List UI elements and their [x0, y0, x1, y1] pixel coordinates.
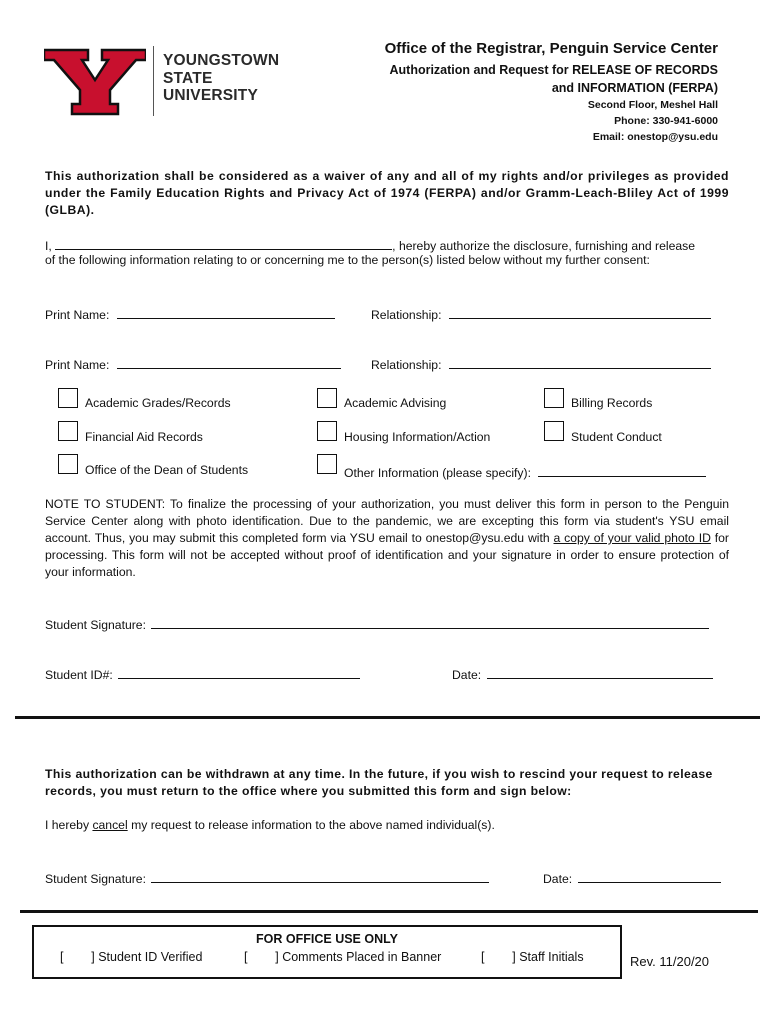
- rescind-date-label: Date:: [543, 872, 573, 886]
- rescind-signature-label: Student Signature:: [45, 872, 146, 886]
- person-1-name-field[interactable]: [117, 305, 335, 319]
- authorize-line: [45, 236, 695, 253]
- student-name-field[interactable]: [55, 236, 392, 250]
- authorize-line-2: of the following information relating to or concerning me to the person(s) listed below without my further consent:: [45, 253, 650, 267]
- office-use-title: FOR OFFICE USE ONLY: [256, 932, 398, 946]
- logo-line-1: YOUNGSTOWN: [163, 52, 280, 69]
- authorize-suffix: , hereby authorize the disclosure, furnishing and release: [392, 239, 696, 253]
- ysu-logo-y: [44, 46, 146, 116]
- note-text-2: for processing. This form will not be accepted without proof of identification and your signature in order to ensure protection of your information.: [45, 531, 729, 579]
- section-divider: [15, 716, 760, 719]
- person-2-relationship-row: [371, 355, 711, 372]
- cancel-suffix: my request to release information to the above named individual(s).: [131, 818, 495, 832]
- student-id-verified-check[interactable]: [ ] Student ID Verified: [60, 950, 203, 964]
- other-information-checkbox[interactable]: [317, 454, 337, 474]
- office-divider: [20, 910, 758, 913]
- date-field[interactable]: [487, 665, 713, 679]
- academic-grades-label: Academic Grades/Records: [85, 396, 231, 410]
- student-id-label: Student ID#:: [45, 668, 113, 682]
- photo-id-note: a copy of your valid photo ID: [553, 531, 711, 545]
- rescind-date-row: [543, 869, 721, 886]
- person-2-name-row: [45, 355, 341, 372]
- logo-divider: [153, 46, 154, 116]
- student-signature-label: Student Signature:: [45, 618, 146, 632]
- housing-checkbox[interactable]: [317, 421, 337, 441]
- person-1-name-row: [45, 305, 335, 322]
- office-email: Email: onestop@ysu.edu: [592, 131, 718, 143]
- student-signature-field[interactable]: [151, 615, 709, 629]
- print-name-label: Print Name:: [45, 308, 110, 322]
- rescind-signature-field[interactable]: [151, 869, 489, 883]
- note-text-1: NOTE TO STUDENT: To finalize the processing of your authorization, you must deliver this form in person to the Penguin Service Center along with photo identification. Due to the pandemic, we are excepting this form via student's YSU email account. Thus, you may submit this completed form via YSU email to onestop@ysu.edu with: [45, 497, 729, 545]
- person-1-relationship-field[interactable]: [449, 305, 711, 319]
- rescind-paragraph: This authorization can be withdrawn at any time. In the future, if you wish to rescind your request to release records, you must return to the office where you submitted this form and sign below:: [45, 767, 713, 798]
- billing-records-label: Billing Records: [571, 396, 653, 410]
- revision-date: Rev. 11/20/20: [630, 954, 710, 969]
- note-to-student: [45, 496, 729, 581]
- relationship-label: Relationship:: [371, 308, 442, 322]
- student-signature-row: [45, 615, 709, 632]
- person-2-name-field[interactable]: [117, 355, 341, 369]
- financial-aid-label: Financial Aid Records: [85, 430, 203, 444]
- student-id-row: [45, 665, 360, 682]
- cancel-statement: [45, 818, 495, 832]
- academic-grades-checkbox[interactable]: [58, 388, 78, 408]
- form-subtitle-line-2: and INFORMATION (FERPA): [551, 81, 718, 95]
- rescind-date-field[interactable]: [578, 869, 721, 883]
- other-information-row: [344, 463, 706, 480]
- cancel-prefix: I hereby: [45, 818, 90, 832]
- authorize-prefix: I,: [45, 239, 52, 253]
- form-subtitle: [390, 61, 719, 97]
- student-conduct-label: Student Conduct: [571, 430, 662, 444]
- academic-advising-label: Academic Advising: [344, 396, 447, 410]
- person-1-relationship-row: [371, 305, 711, 322]
- office-phone: Phone: 330-941-6000: [614, 115, 718, 127]
- date-label: Date:: [452, 668, 482, 682]
- relationship-label: Relationship:: [371, 358, 442, 372]
- comments-in-banner-check[interactable]: [ ] Comments Placed in Banner: [244, 950, 442, 964]
- dean-of-students-checkbox[interactable]: [58, 454, 78, 474]
- student-id-field[interactable]: [118, 665, 360, 679]
- form-subtitle-line-1: Authorization and Request for RELEASE OF RECORDS: [389, 63, 718, 77]
- waiver-paragraph: This authorization shall be considered as a waiver of any and all of my rights and/or privileges as provided under the Family Education Rights and Privacy Act of 1974 (FERPA) and/or Gramm-Leach-Bliley Act of 1999 (GLBA).: [45, 169, 729, 217]
- rescind-signature-row: [45, 869, 489, 886]
- dean-of-students-label: Office of the Dean of Students: [85, 463, 249, 477]
- staff-initials-check[interactable]: [ ] Staff Initials: [481, 950, 584, 964]
- office-contact: [588, 97, 718, 145]
- financial-aid-checkbox[interactable]: [58, 421, 78, 441]
- person-2-relationship-field[interactable]: [449, 355, 711, 369]
- academic-advising-checkbox[interactable]: [317, 388, 337, 408]
- billing-records-checkbox[interactable]: [544, 388, 564, 408]
- student-conduct-checkbox[interactable]: [544, 421, 564, 441]
- cancel-word: cancel: [92, 818, 128, 832]
- housing-label: Housing Information/Action: [344, 430, 491, 444]
- print-name-label: Print Name:: [45, 358, 110, 372]
- office-title: Office of the Registrar, Penguin Service Center: [384, 40, 718, 57]
- logo-line-2: STATE: [163, 69, 213, 87]
- date-row: [452, 665, 713, 682]
- other-information-label: Other Information (please specify):: [344, 466, 531, 480]
- logo-line-3: UNIVERSITY: [163, 87, 259, 104]
- ysu-logo-wordmark: [163, 52, 279, 105]
- other-information-field[interactable]: [538, 463, 706, 477]
- office-address: Second Floor, Meshel Hall: [587, 99, 718, 111]
